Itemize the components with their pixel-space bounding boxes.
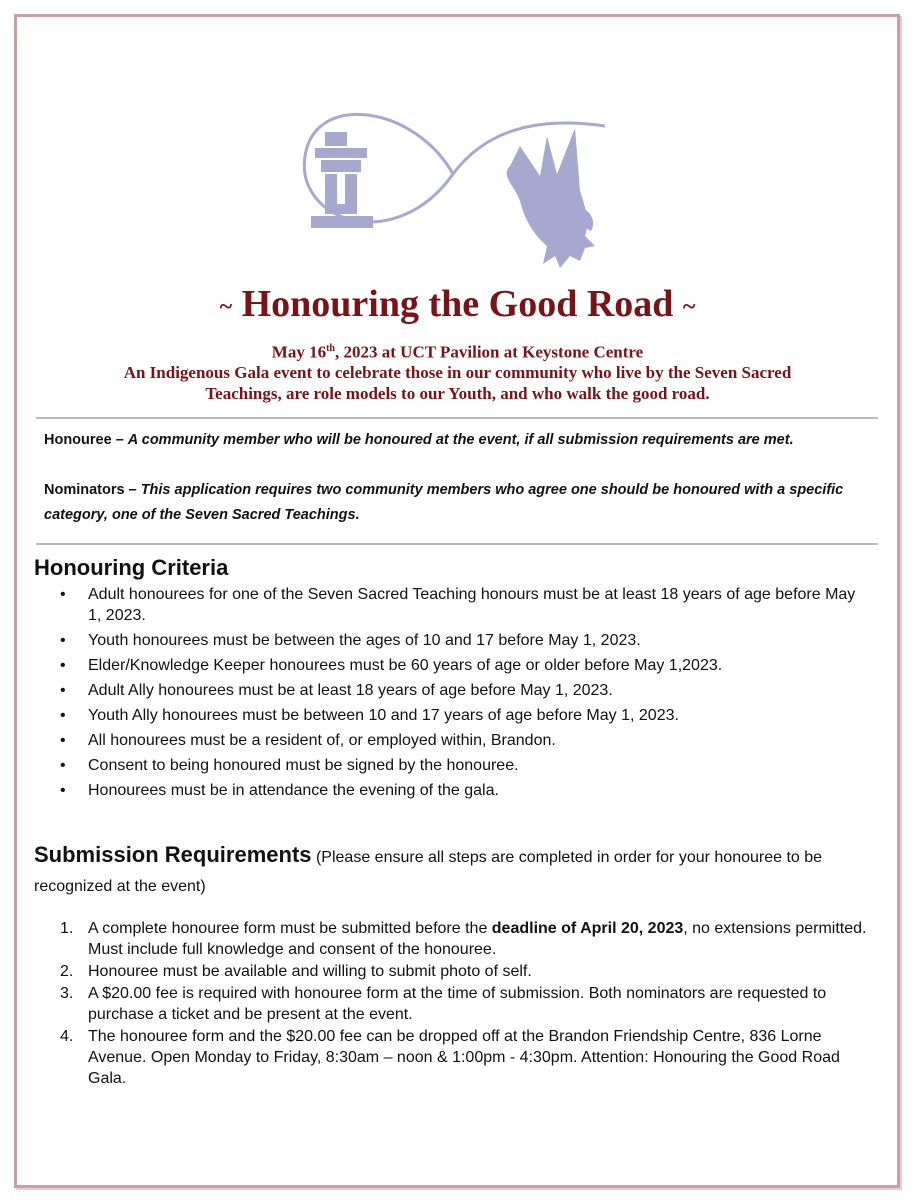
title-tilde-right: ~: [682, 293, 696, 320]
list-item: • Elder/Knowledge Keeper honourees must be 60 years of age or older before May 1,2023.: [60, 655, 870, 676]
divider-top: [36, 417, 878, 419]
step-text: A complete honouree form must be submitted before the: [88, 920, 492, 937]
tagline-line-1: An Indigenous Gala event to celebrate those in our community who live by the Seven Sacred: [123, 363, 792, 382]
submission-note-close: ): [200, 878, 206, 895]
submission-note: Please ensure all steps are completed in order for your honouree to be recognized at the event: [34, 849, 823, 895]
list-item: • Youth Ally honourees must be between 10 and 17 years of age before May 1, 2023.: [60, 705, 870, 726]
submission-steps: [60, 918, 868, 1090]
date-suffix: , 2023 at UCT Pavilion at Keystone Centre: [335, 342, 644, 362]
list-item: [60, 983, 868, 1025]
list-item: • Adult honourees for one of the Seven Sacred Teaching honours must be at least 18 years of age before May 1, 2023.: [60, 584, 870, 626]
title-text: Honouring the Good Road: [241, 283, 674, 325]
divider-bottom: [36, 543, 878, 545]
list-item: • Consent to being honoured must be signed by the honouree.: [60, 755, 870, 776]
step-number: 1.: [60, 920, 74, 937]
honouree-term: Honouree –: [44, 432, 128, 448]
page-title: [0, 282, 915, 326]
step-text: A $20.00 fee is required with honouree form at the time of submission. Both nominators are requested to purchase a ticket and be present at the event.: [88, 985, 827, 1023]
date-line: [0, 338, 915, 363]
step-number: 3.: [60, 985, 74, 1002]
date-prefix: May 16: [271, 342, 327, 362]
title-tilde-left: ~: [219, 293, 233, 320]
date-superscript: th: [326, 343, 335, 354]
infinity-inukshuk-eagle-logo: [285, 96, 630, 276]
list-item: [60, 918, 868, 960]
list-item: • Youth honourees must be between the ages of 10 and 17 before May 1, 2023.: [60, 630, 870, 651]
step-text-end: , no extensions permitted. Must include full knowledge and consent of the honouree.: [88, 920, 867, 958]
nominators-definition: [44, 478, 880, 528]
list-item: [60, 1026, 868, 1089]
submission-heading: Submission Requirements: [34, 842, 312, 867]
eagle-icon: [507, 128, 595, 268]
deadline-text: deadline of April 20, 2023: [491, 920, 684, 937]
criteria-heading: Honouring Criteria: [34, 555, 229, 580]
list-item: • All honourees must be a resident of, or employed within, Brandon.: [60, 730, 870, 751]
list-item: [60, 961, 868, 982]
step-number: 4.: [60, 1028, 74, 1045]
list-item: • Adult Ally honourees must be at least 18 years of age before May 1, 2023.: [60, 680, 870, 701]
submission-note-open: (: [311, 849, 322, 866]
nominators-term: Nominators –: [44, 482, 141, 498]
criteria-list: [60, 584, 870, 805]
honouree-text: A community member who will be honoured at the event, if all submission requirements are met.: [127, 432, 794, 448]
step-text: The honouree form and the $20.00 fee can be dropped off at the Brandon Friendship Centre, 836 Lorne Avenue. Open Monday to Friday, 8:30am – noon & 1:00pm - 4:30pm. Attention: Honouring the Good Road Gala.: [88, 1028, 840, 1087]
honouree-definition: [44, 428, 880, 453]
step-number: 2.: [60, 963, 74, 980]
step-text: Honouree must be available and willing to submit photo of self.: [88, 963, 532, 980]
inukshuk-icon: [311, 132, 373, 228]
list-item: • Honourees must be in attendance the evening of the gala.: [60, 780, 870, 801]
tagline-line-2: Teachings, are role models to our Youth, and who walk the good road.: [205, 384, 710, 403]
nominators-text: This application requires two community members who agree one should be honoured with a specific category, one of the Seven Sacred Teachings.: [44, 482, 844, 523]
submission-heading-block: [34, 840, 874, 901]
